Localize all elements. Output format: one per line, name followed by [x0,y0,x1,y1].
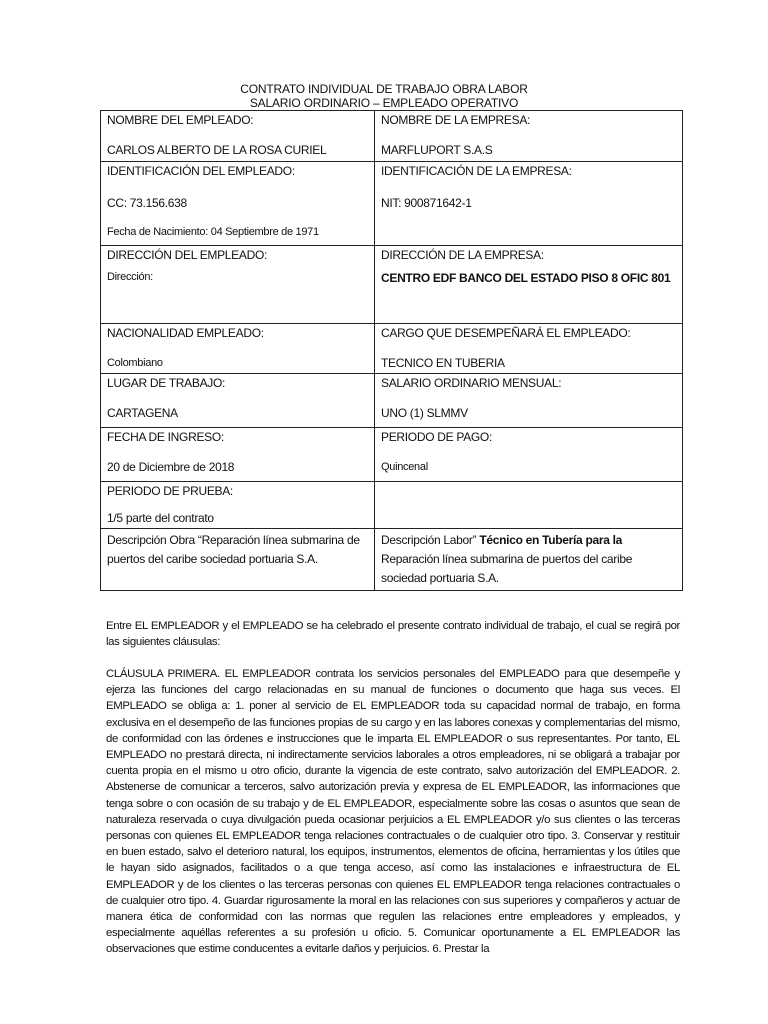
company-name-label: NOMBRE DE LA EMPRESA: [381,113,531,127]
table-row [101,324,683,374]
employee-name-cell [101,111,375,162]
position-label: CARGO QUE DESEMPEÑARÁ EL EMPLEADO: [381,326,631,340]
birth-date-value: Fecha de Nacimiento: 04 Septiembre de 1971 [107,226,319,238]
workplace-cell [101,374,375,428]
clause-one-paragraph: CLÁUSULA PRIMERA. EL EMPLEADOR contrata los servicios personales del EMPLEADO para que desempeñe y ejerza las funciones del cargo relacionadas en su manual de funciones o documento que haga sus veces. El EMPLEADO se obliga a: 1. poner al servicio de EL EMPLEADOR toda su capacidad normal de trabajo, en forma exclusiva en el desempeño de las funciones propias de su cargo y en las labores conexas y complementarias del mismo, de conformidad con las órdenes e instrucciones que le imparta EL EMPLEADOR o sus representantes. Por tanto, EL EMPLEADO no prestará directa, ni indirectamente servicios laborales a otros empleadores, ni se obligará a trabajar por cuenta propia en el mismo u otro oficio, durante la vigencia de este contrato, salvo autorización del EMPLEADOR. 2. Abstenerse de comunicar a terceros, salvo autorización previa y expresa de EL EMPLEADOR, las informaciones que tenga sobre o con ocasión de su trabajo y de EL EMPLEADOR, especialmente sobre las cosas o asuntos que sean de naturaleza reservada o cuya divulgación pueda ocasionar perjuicios a EL EMPLEADOR y/o sus clientes o las terceras personas con quienes EL EMPLEADOR tenga relaciones contractuales o de cualquier otro tipo. 3. Conservar y restituir en buen estado, salvo el deterioro natural, los equipos, instrumentos, elementos de oficina, herramientas y los útiles que le hayan sido asignados, facilitados o a que tenga acceso, así como las instalaciones e infraestructura de EL EMPLEADOR y de los clientes o las terceras personas con quienes EL EMPLEADOR tenga relaciones contractuales o de cualquier otro tipo. 4. Guardar rigurosamente la moral en las relaciones con sus superiores y compañeros y actuar de manera ética de conformidad con las normas que regulen las relaciones entre empleadores y empleados, y especialmente aquéllas referentes a su profesión u oficio. 5. Comunicar oportunamente a EL EMPLEADOR las observaciones que estime conducentes a evitarle daños y perjuicios. 6. Prestar la [106,668,680,956]
company-name-cell [375,111,683,162]
salary-value: UNO (1) SLMMV [381,406,468,420]
table-row [101,529,683,591]
trial-period-label: PERIODO DE PRUEBA: [107,484,233,498]
employee-name-label: NOMBRE DEL EMPLEADO: [107,113,254,127]
employee-id-label: IDENTIFICACIÓN DEL EMPLEADO: [107,164,295,178]
employee-address-cell [101,246,375,324]
table-row [101,246,683,324]
nationality-cell [101,324,375,374]
intro-paragraph: Entre EL EMPLEADOR y el EMPLEADO se ha celebrado el presente contrato individual de trabajo, el cual se regirá por las siguientes cláusulas: [106,620,680,649]
company-address-label: DIRECCIÓN DE LA EMPRESA: [381,248,544,262]
labor-description-prefix: Descripción Labor” [381,533,480,547]
employee-address-value: Dirección: [107,271,153,283]
pay-period-value: Quincenal [381,461,428,473]
nationality-value: Colombiano [107,357,163,369]
table-row [101,111,683,162]
company-address-cell [375,246,683,324]
empty-cell [375,482,683,529]
salary-cell [375,374,683,428]
company-name-value: MARFLUPORT S.A.S [381,143,493,157]
pay-period-cell [375,428,683,482]
employee-id-value: CC: 73.156.638 [107,196,187,210]
start-date-label: FECHA DE INGRESO: [107,430,224,444]
position-value: TECNICO EN TUBERIA [381,356,505,370]
labor-description-rest: Reparación línea submarina de puertos del caribe sociedad portuaria S.A. [381,552,633,585]
labor-description-cell [375,529,683,591]
company-address-value: CENTRO EDF BANCO DEL ESTADO PISO 8 OFIC 801 [381,271,671,285]
company-id-cell [375,162,683,246]
salary-label: SALARIO ORDINARIO MENSUAL: [381,376,562,390]
company-id-label: IDENTIFICACIÓN DE LA EMPRESA: [381,164,572,178]
work-description-cell [101,529,375,591]
table-row [101,428,683,482]
start-date-value: 20 de Diciembre de 2018 [107,460,235,474]
table-row [101,482,683,529]
contract-subtitle: SALARIO ORDINARIO – EMPLEADO OPERATIVO [249,96,519,110]
nationality-label: NACIONALIDAD EMPLEADO: [107,326,264,340]
employee-address-label: DIRECCIÓN DEL EMPLEADO: [107,248,268,262]
employee-id-cell [101,162,375,246]
contract-data-table [100,110,683,591]
start-date-cell [101,428,375,482]
contract-title: CONTRATO INDIVIDUAL DE TRABAJO OBRA LABOR [240,82,528,96]
workplace-label: LUGAR DE TRABAJO: [107,376,226,390]
labor-description-bold: Técnico en Tubería para la [479,533,623,547]
trial-period-cell [101,482,375,529]
work-description-value: Descripción Obra “Reparación línea submarina de puertos del caribe sociedad portuaria S.A. [107,533,360,566]
table-row [101,162,683,246]
position-cell [375,324,683,374]
table-row [101,374,683,428]
company-id-value: NIT: 900871642-1 [381,196,472,210]
trial-period-value: 1/5 parte del contrato [107,511,214,525]
employee-name-value: CARLOS ALBERTO DE LA ROSA CURIEL [107,143,327,157]
workplace-value: CARTAGENA [107,406,178,420]
pay-period-label: PERIODO DE PAGO: [381,430,492,444]
